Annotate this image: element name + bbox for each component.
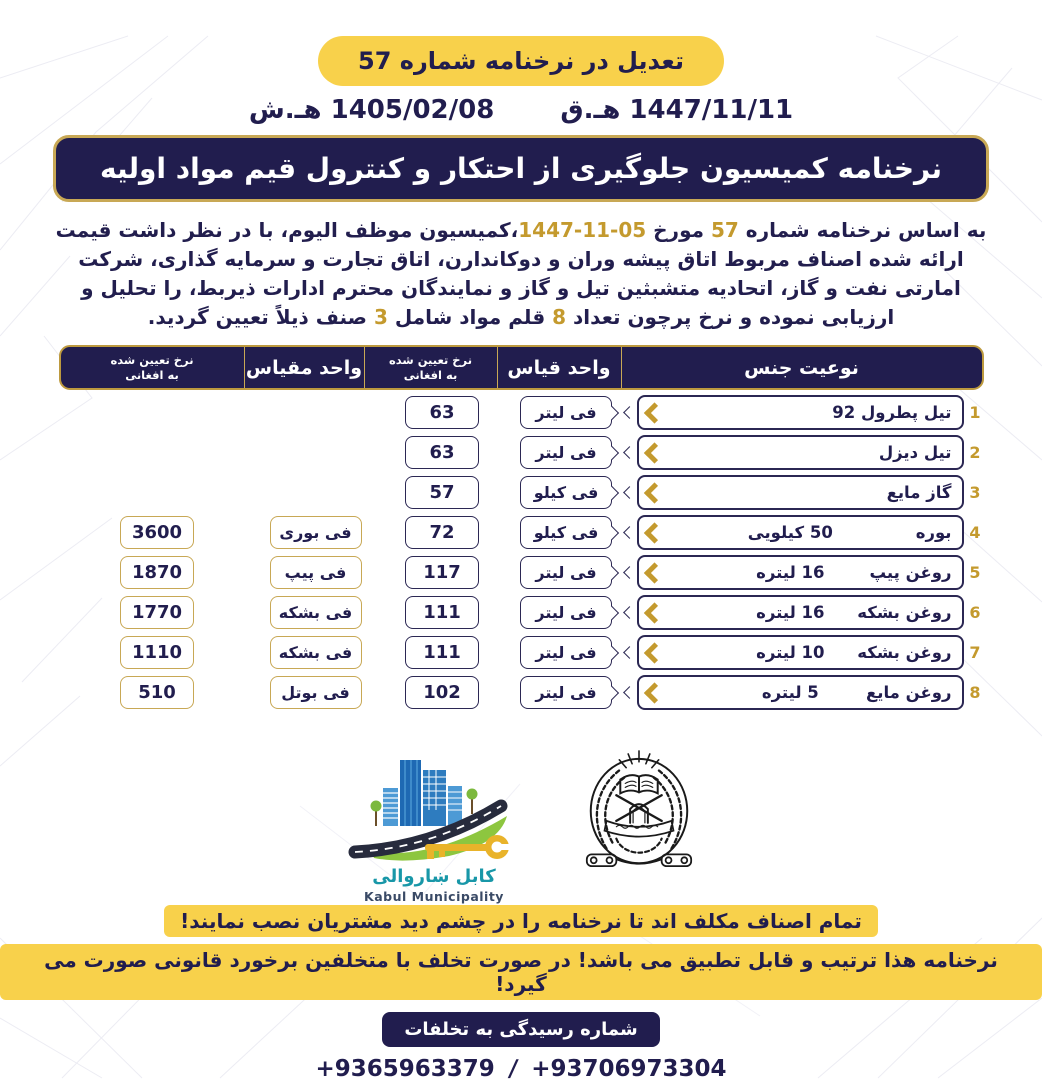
- thin-chevron-icon: [623, 486, 636, 499]
- gold-chevron-icon: [643, 602, 664, 623]
- kabul-municipality-logo: [339, 748, 529, 904]
- rate-cell: [376, 596, 509, 629]
- item-size: 10 لیتره: [756, 643, 825, 662]
- unit2-cell: [256, 476, 376, 509]
- item-name: بوره: [915, 523, 952, 542]
- price2-box: 1870: [120, 556, 194, 589]
- rate2-cell: [59, 636, 256, 669]
- gold-chevron-icon: [643, 562, 664, 583]
- item-pill: [637, 515, 964, 550]
- header-rate2-afghani: [61, 347, 245, 388]
- item-size: 50 کیلویی: [747, 523, 833, 542]
- unit-cell: [509, 516, 624, 549]
- kabul-logo-english-label: Kabul Municipality: [364, 889, 504, 904]
- row-number: 6: [969, 603, 981, 622]
- item-cell: [624, 395, 984, 430]
- table-row: [59, 675, 984, 710]
- table-row: [59, 435, 984, 470]
- header-rate-line1: نرخ تعیین شده: [388, 352, 473, 367]
- item-cell: [624, 595, 984, 630]
- item-name: تیل دیزل: [878, 443, 952, 462]
- rate2-cell: [59, 556, 256, 589]
- unit2-cell: [256, 516, 376, 549]
- phone-number-2: +93706973304: [531, 1056, 727, 1082]
- unit-cell: [509, 396, 624, 429]
- gold-chevron-icon: [643, 442, 664, 463]
- thin-chevron-icon: [623, 406, 636, 419]
- phone-separator: /: [506, 1056, 520, 1082]
- intro-text: صنف ذیلاً تعیین گردید.: [147, 305, 374, 329]
- row-number: 4: [969, 523, 981, 542]
- unit2-cell: [256, 596, 376, 629]
- table-row: [59, 555, 984, 590]
- rate-cell: [376, 636, 509, 669]
- rate-cell: [376, 476, 509, 509]
- price-box: 102: [405, 676, 479, 709]
- rate-cell: [376, 396, 509, 429]
- amendment-badge: تعدیل در نرخنامه شماره 57: [318, 36, 724, 86]
- rate2-cell: [59, 676, 256, 709]
- item-size: 5 لیتره: [761, 683, 819, 702]
- unit-cell: [509, 476, 624, 509]
- unit2-box: فی پیپ: [270, 556, 362, 589]
- unit2-box: فی بوری: [270, 516, 362, 549]
- gold-chevron-icon: [643, 522, 664, 543]
- rate-cell: [376, 556, 509, 589]
- unit-box: فی لیتر: [520, 436, 612, 469]
- item-cell: [624, 435, 984, 470]
- table-row: [59, 635, 984, 670]
- item-cell: [624, 675, 984, 710]
- table-row: [59, 395, 984, 430]
- row-number: 5: [969, 563, 981, 582]
- price2-box: 510: [120, 676, 194, 709]
- quran-book-shape: [620, 775, 657, 793]
- intro-paragraph: [45, 216, 997, 332]
- unit2-cell: [256, 396, 376, 429]
- item-name: روغن پیپ: [869, 563, 952, 582]
- unit-box: فی لیتر: [520, 556, 612, 589]
- item-name: روغن بشکه: [857, 603, 952, 622]
- notice-banner-1: تمام اصناف مکلف اند تا نرخنامه را در چشم دید مشتریان نصب نمایند!: [164, 905, 878, 937]
- row-number: 3: [969, 483, 981, 502]
- item-name: گاز مایع: [886, 483, 952, 502]
- kabul-logo-pashto-label: کابل ښاروالی: [372, 866, 496, 887]
- price-list-poster: [0, 36, 1042, 1082]
- thin-chevron-icon: [623, 606, 636, 619]
- rate2-cell: [59, 436, 256, 469]
- unit-cell: [509, 436, 624, 469]
- rate2-cell: [59, 596, 256, 629]
- title-banner: نرخنامه کمیسیون جلوگیری از احتکار و کنترول قیم مواد اولیه: [53, 135, 989, 202]
- item-name: روغن بشکه: [857, 643, 952, 662]
- unit-cell: [509, 636, 624, 669]
- row-number: 2: [969, 443, 981, 462]
- item-pill: [637, 395, 964, 430]
- price2-box: 1110: [120, 636, 194, 669]
- price2-box: 3600: [120, 516, 194, 549]
- header-scale-unit: واحد مقیاس: [245, 347, 365, 388]
- unit2-cell: [256, 556, 376, 589]
- price2-box: 1770: [120, 596, 194, 629]
- gold-chevron-icon: [643, 482, 664, 503]
- item-cell: [624, 635, 984, 670]
- item-pill: [637, 555, 964, 590]
- rate2-cell: [59, 476, 256, 509]
- report-block: [0, 1012, 1042, 1047]
- item-cell: [624, 475, 984, 510]
- price-box: 72: [405, 516, 479, 549]
- kabul-municipality-logo-icon: [349, 748, 519, 866]
- header-rate-line2: به افغانی: [403, 367, 458, 382]
- phone-number-1: +9365963379: [315, 1056, 495, 1082]
- intro-text: به اساس نرخنامه شماره: [738, 218, 987, 242]
- gold-chevron-icon: [643, 682, 664, 703]
- price-box: 117: [405, 556, 479, 589]
- unit2-cell: [256, 436, 376, 469]
- unit-box: فی لیتر: [520, 636, 612, 669]
- unit2-box: فی بوتل: [270, 676, 362, 709]
- item-size: 16 لیتره: [756, 563, 825, 582]
- row-number: 8: [969, 683, 981, 702]
- unit-box: فی لیتر: [520, 676, 612, 709]
- rate2-cell: [59, 516, 256, 549]
- item-name: روغن مایع: [866, 683, 952, 702]
- price-box: 63: [405, 436, 479, 469]
- categories-count-highlight: 3: [373, 305, 388, 329]
- notices-block: [0, 898, 1042, 1000]
- unit-box: فی کیلو: [520, 476, 612, 509]
- buildings-icon: [383, 760, 462, 826]
- price-box: 111: [405, 596, 479, 629]
- price-box: 57: [405, 476, 479, 509]
- table-header-row: [59, 345, 984, 390]
- item-cell: [624, 555, 984, 590]
- price-table: [59, 345, 984, 710]
- intro-text: ،کمیسیون موظف الیوم، با در نظر داشت قیمت ارائه شده اصناف مربوط اتاق پیشه وران و دوکاندارن، اتاق تجارت و سرمایه گذاری، شرکت امارتی نفت و گاز، اتحادیه متشبثین تیل و گاز و نمایندگان محترم ادارات ذیربط، را تحلیل و ارزیابی نموده و نرخ پرچون تعداد: [55, 218, 964, 329]
- date-hijri-shamsi: 1405/02/08 هـ.ش: [248, 95, 495, 125]
- rate-cell: [376, 436, 509, 469]
- price-box: 111: [405, 636, 479, 669]
- rate-cell: [376, 676, 509, 709]
- rate2-cell: [59, 396, 256, 429]
- price-box: 63: [405, 396, 479, 429]
- violations-report-badge: شماره رسیدگی به تخلفات: [382, 1012, 659, 1047]
- header-rate2-line2: به افغانی: [125, 367, 179, 382]
- item-pill: [637, 435, 964, 470]
- unit-box: فی کیلو: [520, 516, 612, 549]
- table-row: [59, 515, 984, 550]
- unit-box: فی لیتر: [520, 596, 612, 629]
- thin-chevron-icon: [623, 646, 636, 659]
- phone-numbers: [0, 1056, 1042, 1082]
- unit2-cell: [256, 636, 376, 669]
- item-size: 16 لیتره: [756, 603, 825, 622]
- unit2-cell: [256, 676, 376, 709]
- item-pill: [637, 635, 964, 670]
- item-cell: [624, 515, 984, 550]
- thin-chevron-icon: [623, 526, 636, 539]
- unit2-box: فی بشکه: [270, 636, 362, 669]
- date-hijri-qamari: 1447/11/11 هـ.ق: [560, 95, 794, 125]
- table-row: [59, 475, 984, 510]
- gold-chevron-icon: [643, 402, 664, 423]
- unit-cell: [509, 556, 624, 589]
- item-pill: [637, 675, 964, 710]
- ratelist-number-highlight: 57: [710, 218, 739, 242]
- item-pill: [637, 475, 964, 510]
- thin-chevron-icon: [623, 566, 636, 579]
- gear-arc-shape: [616, 839, 661, 853]
- gold-chevron-icon: [643, 642, 664, 663]
- header-item-type: نوعیت جنس: [744, 356, 859, 379]
- date-highlight: 1447-11-05: [518, 218, 647, 242]
- unit-cell: [509, 596, 624, 629]
- thin-chevron-icon: [623, 446, 636, 459]
- header-measure-unit: واحد قیاس: [498, 347, 622, 388]
- rate-cell: [376, 516, 509, 549]
- row-number: 1: [969, 403, 981, 422]
- shahada-ribbon-shape: [605, 821, 674, 837]
- item-name: تیل پطرول 92: [832, 403, 952, 422]
- intro-text: مورخ: [646, 218, 711, 242]
- items-count-highlight: 8: [552, 305, 567, 329]
- notice-banner-2: نرخنامه هذا ترتیب و قابل تطبیق می باشد! در صورت تخلف با متخلفین برخورد قانونی صورت می گیرد!: [0, 944, 1042, 1000]
- scrolls-shape: [587, 854, 691, 866]
- row-number: 7: [969, 643, 981, 662]
- table-row: [59, 595, 984, 630]
- unit2-box: فی بشکه: [270, 596, 362, 629]
- logos-row: [0, 748, 1042, 904]
- unit-cell: [509, 676, 624, 709]
- unit-box: فی لیتر: [520, 396, 612, 429]
- date-line: [0, 95, 1042, 125]
- header-rate2-line1: نرخ تعیین شده: [110, 352, 194, 367]
- islamic-emirate-emblem-icon: [575, 748, 703, 878]
- intro-text: قلم مواد شامل: [387, 305, 553, 329]
- header-rate-afghani: [365, 347, 498, 388]
- item-pill: [637, 595, 964, 630]
- thin-chevron-icon: [623, 686, 636, 699]
